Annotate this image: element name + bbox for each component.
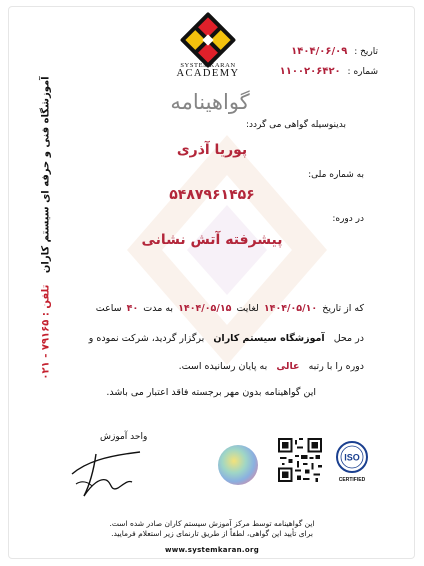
date-to: ۱۴۰۴/۰۵/۱۵: [178, 303, 232, 314]
national-id-label: به شماره ملی:: [308, 170, 364, 180]
place-prefix: در محل: [333, 333, 364, 344]
grade-prefix: دوره را با رتبه: [308, 361, 364, 372]
iso-sub-text: CERTIFIED: [338, 477, 366, 483]
signature-label: واحد آموزش: [100, 432, 148, 442]
brand-line1: SYSTEMKARAN: [180, 62, 236, 69]
school-name: آموزشگاه فنی و حرفه ای سیستم کاران: [40, 76, 52, 274]
date-prefix: که از تاریخ: [322, 303, 364, 314]
duration-prefix: به مدت: [143, 303, 174, 314]
footer-line1: این گواهینامه توسط مرکز آموزش سیستم کاران صادر شده است.: [109, 519, 315, 528]
academy-logo: [180, 12, 236, 68]
brand-text: [150, 62, 266, 79]
iso-text: ISO: [344, 452, 360, 463]
duration-value: ۴۰: [126, 303, 139, 314]
signature-mark: [66, 444, 146, 500]
grade-suffix: به پایان رسانیده است.: [178, 361, 268, 372]
date-label: تاریخ :: [354, 47, 378, 57]
certificate-title: گواهینامه: [170, 90, 250, 114]
course-name: پیشرفته آتش نشانی: [141, 232, 283, 248]
date-range-line: [96, 303, 364, 314]
footer-website[interactable]: www.systemkaran.org: [164, 546, 260, 554]
footer-line2: برای تأیید این گواهی، لطفاً از طریق تارنمای زیر استعلام فرمایید.: [111, 529, 313, 538]
place-line: [89, 333, 364, 344]
hologram-seal: [218, 445, 258, 485]
place-value: آموزشگاه سیستم کاران: [213, 333, 325, 344]
duration-unit: ساعت: [95, 303, 122, 314]
number-value: ۱۱۰۰۲۰۶۴۲۰: [279, 66, 341, 77]
course-label: در دوره:: [332, 214, 364, 224]
side-text: [41, 76, 52, 379]
date-row: [291, 46, 378, 57]
grade-line: [179, 361, 364, 372]
recipient-name: پوریا آذری: [176, 142, 248, 158]
place-suffix: برگزار گردید، شرکت نموده و: [88, 333, 205, 344]
school-phone: تلفن : ۷۹۱۶۵ - ۰۲۱: [40, 284, 52, 380]
date-from: ۱۴۰۴/۰۵/۱۰: [263, 303, 318, 314]
seal-note: این گواهینامه بدون مهر برجسته فاقد اعتبار می باشد.: [106, 387, 316, 398]
intro-text: بدینوسیله گواهی می گردد:: [245, 120, 346, 130]
number-row: [280, 66, 378, 77]
number-label: شماره :: [347, 67, 378, 77]
date-value: ۱۴۰۴/۰۶/۰۹: [291, 46, 348, 57]
qr-code: [278, 438, 322, 482]
iso-certified-badge: [334, 440, 370, 484]
national-id-value: ۵۴۸۷۹۶۱۴۵۶: [169, 187, 255, 203]
date-mid: لغایت: [236, 303, 259, 314]
brand-line2: ACADEMY: [176, 68, 240, 79]
grade-value: عالی: [276, 361, 300, 372]
